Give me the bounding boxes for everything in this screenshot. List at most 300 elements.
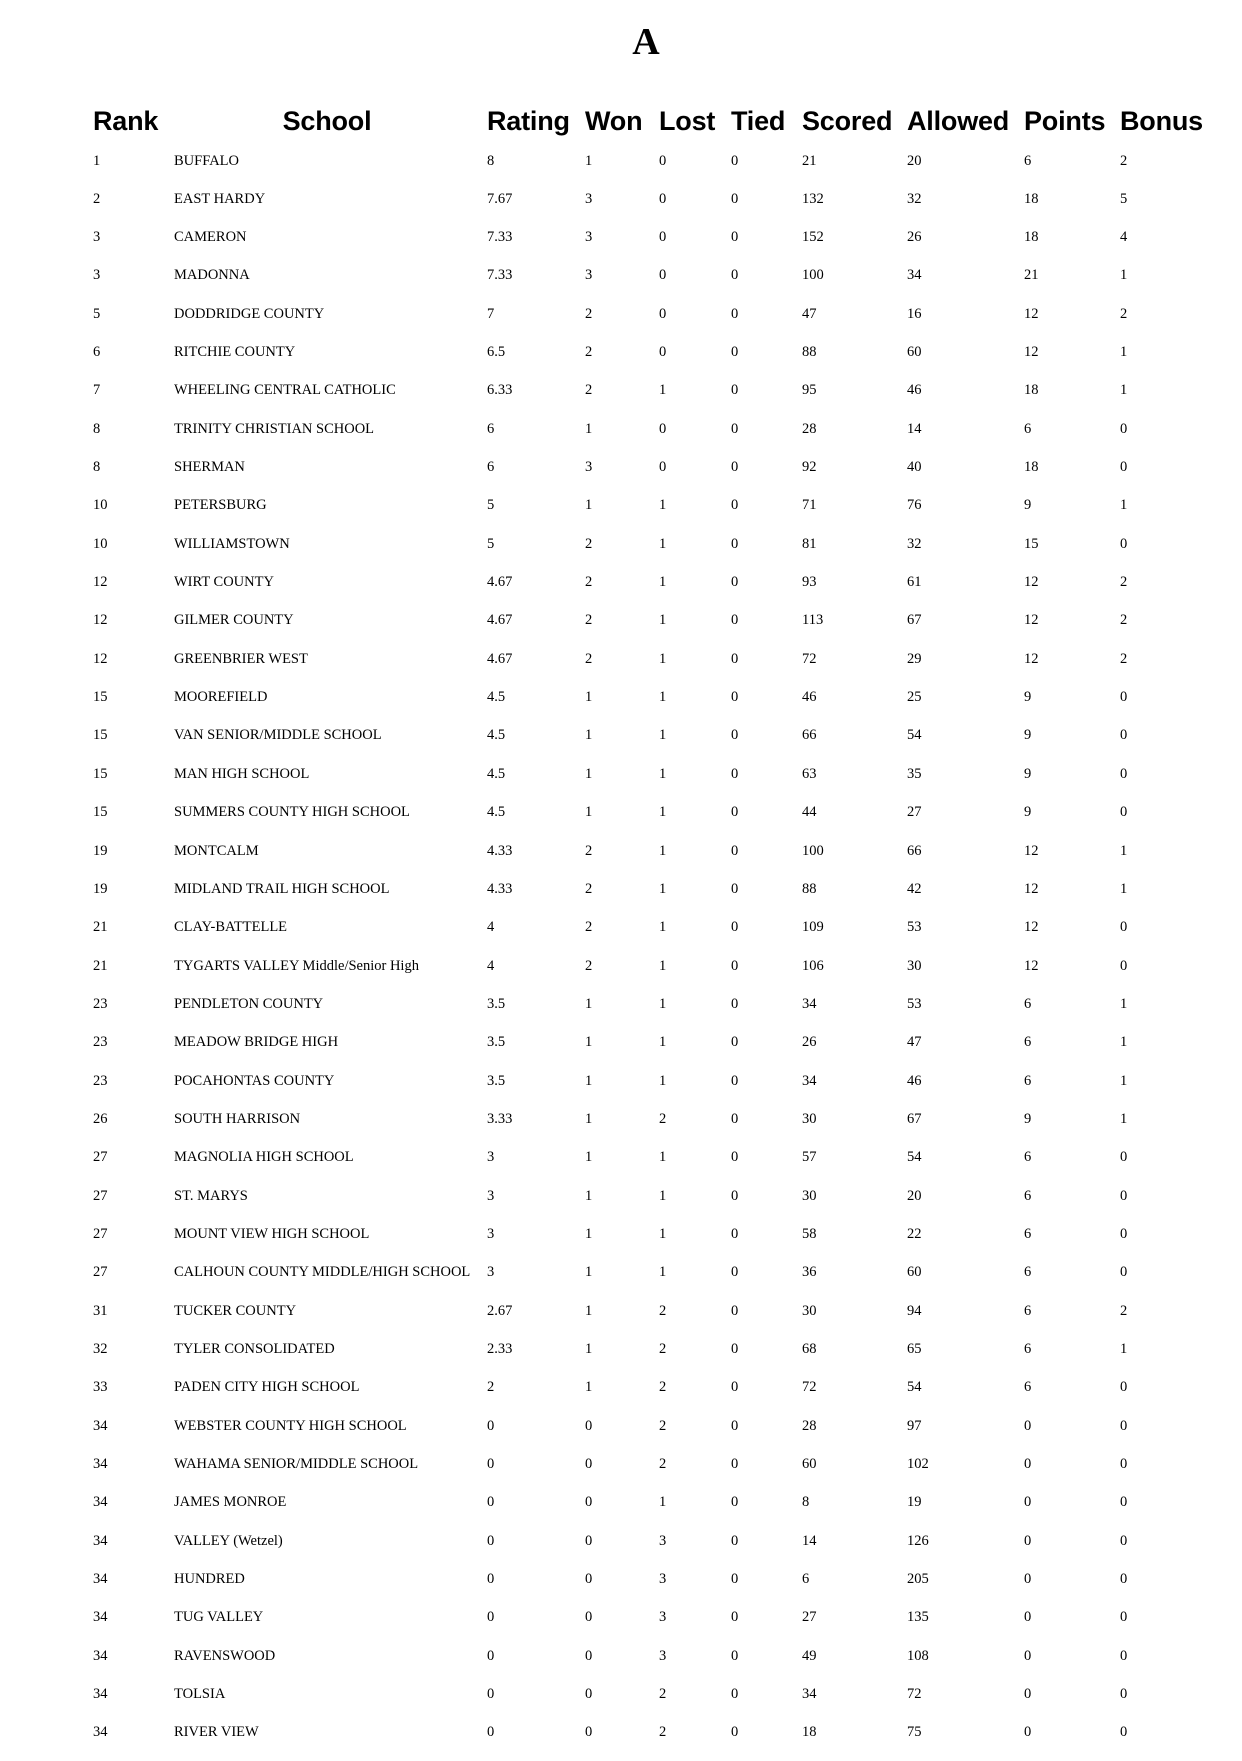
cell-allowed: 54 <box>907 727 922 744</box>
table-row <box>86 180 1203 218</box>
cell-points: 0 <box>1024 1609 1032 1626</box>
cell-allowed: 66 <box>907 842 922 859</box>
cell-allowed: 102 <box>907 1456 929 1473</box>
cell-rating: 3.5 <box>487 1034 506 1051</box>
cell-allowed: 46 <box>907 1072 922 1089</box>
cell-tied: 0 <box>731 1034 739 1051</box>
cell-points: 18 <box>1024 190 1039 207</box>
cell-school: VALLEY (Wetzel) <box>174 1532 283 1549</box>
cell-rating: 4.5 <box>487 689 506 706</box>
cell-rating: 4.67 <box>487 650 513 667</box>
table-body <box>86 142 1203 1752</box>
cell-rank: 34 <box>93 1609 108 1626</box>
table-row <box>86 257 1203 295</box>
cell-allowed: 67 <box>907 1110 922 1127</box>
cell-won: 1 <box>585 1149 593 1166</box>
cell-allowed: 42 <box>907 880 922 897</box>
cell-scored: 100 <box>802 267 824 284</box>
cell-scored: 88 <box>802 344 817 361</box>
cell-scored: 36 <box>802 1264 817 1281</box>
cell-rank: 34 <box>93 1686 108 1703</box>
cell-lost: 1 <box>659 1034 667 1051</box>
cell-tied: 0 <box>731 305 739 322</box>
cell-scored: 88 <box>802 880 817 897</box>
cell-rank: 21 <box>93 919 108 936</box>
cell-lost: 1 <box>659 612 667 629</box>
cell-lost: 1 <box>659 497 667 514</box>
column-header-rating: Rating <box>487 105 570 136</box>
cell-allowed: 61 <box>907 574 922 591</box>
cell-scored: 72 <box>802 650 817 667</box>
cell-school: MEADOW BRIDGE HIGH <box>174 1034 339 1051</box>
cell-points: 6 <box>1024 1149 1032 1166</box>
cell-tied: 0 <box>731 420 739 437</box>
standings-table <box>86 100 1203 1752</box>
cell-rating: 2.33 <box>487 1340 513 1357</box>
cell-won: 1 <box>585 1187 593 1204</box>
cell-bonus: 0 <box>1120 804 1128 821</box>
cell-school: EAST HARDY <box>174 190 266 207</box>
cell-lost: 2 <box>659 1340 667 1357</box>
cell-tied: 0 <box>731 1609 739 1626</box>
cell-allowed: 65 <box>907 1340 922 1357</box>
cell-tied: 0 <box>731 689 739 706</box>
cell-rank: 19 <box>93 842 108 859</box>
cell-bonus: 0 <box>1120 1609 1128 1626</box>
cell-lost: 1 <box>659 804 667 821</box>
cell-rating: 4.67 <box>487 612 513 629</box>
cell-scored: 58 <box>802 1225 817 1242</box>
table-row <box>86 525 1203 563</box>
cell-rating: 2.67 <box>487 1302 513 1319</box>
cell-tied: 0 <box>731 459 739 476</box>
cell-won: 2 <box>585 574 593 591</box>
cell-allowed: 53 <box>907 919 922 936</box>
table-row <box>86 909 1203 947</box>
cell-rank: 34 <box>93 1417 108 1434</box>
cell-won: 2 <box>585 612 593 629</box>
cell-bonus: 1 <box>1120 344 1128 361</box>
cell-rating: 0 <box>487 1571 495 1588</box>
cell-lost: 0 <box>659 459 667 476</box>
table-row <box>86 487 1203 525</box>
cell-bonus: 0 <box>1120 459 1128 476</box>
cell-lost: 1 <box>659 995 667 1012</box>
table-row <box>86 1254 1203 1292</box>
cell-won: 0 <box>585 1571 593 1588</box>
cell-won: 0 <box>585 1532 593 1549</box>
cell-allowed: 20 <box>907 152 922 169</box>
cell-points: 21 <box>1024 267 1039 284</box>
cell-points: 9 <box>1024 804 1032 821</box>
cell-rank: 15 <box>93 727 108 744</box>
cell-rating: 4 <box>487 919 495 936</box>
cell-rating: 6 <box>487 459 495 476</box>
cell-rank: 27 <box>93 1264 108 1281</box>
cell-allowed: 108 <box>907 1647 929 1664</box>
table-row <box>86 947 1203 985</box>
cell-won: 1 <box>585 727 593 744</box>
cell-tied: 0 <box>731 229 739 246</box>
cell-scored: 72 <box>802 1379 817 1396</box>
cell-bonus: 0 <box>1120 1225 1128 1242</box>
cell-points: 6 <box>1024 1187 1032 1204</box>
cell-allowed: 27 <box>907 804 922 821</box>
cell-rank: 8 <box>93 459 101 476</box>
cell-scored: 60 <box>802 1456 817 1473</box>
cell-scored: 8 <box>802 1494 810 1511</box>
cell-lost: 2 <box>659 1417 667 1434</box>
cell-won: 3 <box>585 267 593 284</box>
cell-scored: 113 <box>802 612 824 629</box>
cell-school: JAMES MONROE <box>174 1494 287 1511</box>
table-row <box>86 755 1203 793</box>
cell-bonus: 2 <box>1120 305 1128 322</box>
table-row <box>86 1215 1203 1253</box>
cell-scored: 34 <box>802 1686 817 1703</box>
cell-scored: 106 <box>802 957 824 974</box>
cell-scored: 49 <box>802 1647 817 1664</box>
cell-rank: 27 <box>93 1225 108 1242</box>
cell-points: 6 <box>1024 152 1032 169</box>
cell-lost: 1 <box>659 535 667 552</box>
cell-school: PETERSBURG <box>174 497 267 514</box>
cell-bonus: 1 <box>1120 1034 1128 1051</box>
table-row <box>86 832 1203 870</box>
cell-rank: 10 <box>93 497 108 514</box>
cell-rank: 3 <box>93 229 101 246</box>
table-row <box>86 1714 1203 1752</box>
cell-bonus: 4 <box>1120 229 1128 246</box>
table-row <box>86 1445 1203 1483</box>
cell-rating: 6 <box>487 420 495 437</box>
cell-bonus: 2 <box>1120 612 1128 629</box>
cell-school: WEBSTER COUNTY HIGH SCHOOL <box>174 1417 407 1434</box>
cell-school: TOLSIA <box>174 1686 226 1703</box>
cell-school: POCAHONTAS COUNTY <box>174 1072 335 1089</box>
cell-allowed: 126 <box>907 1532 929 1549</box>
cell-scored: 18 <box>802 1724 817 1741</box>
cell-tied: 0 <box>731 804 739 821</box>
cell-points: 0 <box>1024 1686 1032 1703</box>
table-row <box>86 1062 1203 1100</box>
cell-lost: 2 <box>659 1724 667 1741</box>
cell-school: WIRT COUNTY <box>174 574 274 591</box>
cell-school: GILMER COUNTY <box>174 612 294 629</box>
cell-won: 2 <box>585 344 593 361</box>
cell-allowed: 25 <box>907 689 922 706</box>
cell-lost: 1 <box>659 765 667 782</box>
cell-allowed: 54 <box>907 1379 922 1396</box>
table-row <box>86 295 1203 333</box>
cell-lost: 1 <box>659 842 667 859</box>
cell-allowed: 94 <box>907 1302 922 1319</box>
cell-tied: 0 <box>731 919 739 936</box>
cell-won: 0 <box>585 1417 593 1434</box>
cell-points: 15 <box>1024 535 1039 552</box>
table-row <box>86 142 1203 180</box>
cell-points: 6 <box>1024 1340 1032 1357</box>
cell-bonus: 5 <box>1120 190 1128 207</box>
cell-scored: 132 <box>802 190 824 207</box>
cell-bonus: 0 <box>1120 535 1128 552</box>
cell-won: 1 <box>585 1264 593 1281</box>
cell-lost: 0 <box>659 344 667 361</box>
table-row <box>86 1139 1203 1177</box>
cell-won: 2 <box>585 957 593 974</box>
cell-bonus: 0 <box>1120 1494 1128 1511</box>
cell-rank: 23 <box>93 1072 108 1089</box>
cell-scored: 30 <box>802 1187 817 1204</box>
cell-tied: 0 <box>731 1724 739 1741</box>
cell-won: 1 <box>585 1034 593 1051</box>
cell-allowed: 22 <box>907 1225 922 1242</box>
cell-rating: 8 <box>487 152 495 169</box>
cell-rating: 0 <box>487 1686 495 1703</box>
column-header-bonus: Bonus <box>1120 105 1203 136</box>
cell-points: 12 <box>1024 612 1039 629</box>
table-row <box>86 218 1203 256</box>
cell-school: WHEELING CENTRAL CATHOLIC <box>174 382 396 399</box>
cell-bonus: 1 <box>1120 1110 1128 1127</box>
cell-tied: 0 <box>731 382 739 399</box>
table-row <box>86 602 1203 640</box>
cell-bonus: 0 <box>1120 1379 1128 1396</box>
cell-school: TYLER CONSOLIDATED <box>174 1340 335 1357</box>
cell-scored: 95 <box>802 382 817 399</box>
table-row <box>86 1637 1203 1675</box>
cell-tied: 0 <box>731 1340 739 1357</box>
cell-points: 9 <box>1024 497 1032 514</box>
cell-lost: 1 <box>659 727 667 744</box>
cell-points: 6 <box>1024 1225 1032 1242</box>
cell-tied: 0 <box>731 267 739 284</box>
cell-tied: 0 <box>731 727 739 744</box>
table-row <box>86 410 1203 448</box>
cell-school: MOUNT VIEW HIGH SCHOOL <box>174 1225 370 1242</box>
cell-school: VAN SENIOR/MIDDLE SCHOOL <box>174 727 382 744</box>
cell-bonus: 1 <box>1120 497 1128 514</box>
cell-bonus: 0 <box>1120 1149 1128 1166</box>
column-header-allowed: Allowed <box>907 105 1010 136</box>
cell-bonus: 0 <box>1120 765 1128 782</box>
cell-lost: 1 <box>659 1072 667 1089</box>
cell-points: 12 <box>1024 574 1039 591</box>
cell-points: 9 <box>1024 689 1032 706</box>
cell-won: 0 <box>585 1724 593 1741</box>
cell-points: 12 <box>1024 880 1039 897</box>
cell-tied: 0 <box>731 497 739 514</box>
table-row <box>86 794 1203 832</box>
cell-points: 9 <box>1024 1110 1032 1127</box>
cell-rank: 33 <box>93 1379 108 1396</box>
cell-allowed: 53 <box>907 995 922 1012</box>
cell-tied: 0 <box>731 880 739 897</box>
cell-points: 6 <box>1024 1034 1032 1051</box>
cell-rank: 34 <box>93 1571 108 1588</box>
cell-school: CAMERON <box>174 229 247 246</box>
cell-bonus: 1 <box>1120 1072 1128 1089</box>
cell-points: 12 <box>1024 650 1039 667</box>
cell-scored: 63 <box>802 765 817 782</box>
cell-scored: 28 <box>802 420 817 437</box>
cell-school: MAN HIGH SCHOOL <box>174 765 310 782</box>
cell-won: 1 <box>585 1379 593 1396</box>
cell-scored: 30 <box>802 1110 817 1127</box>
cell-rank: 5 <box>93 305 101 322</box>
cell-rating: 0 <box>487 1532 495 1549</box>
cell-rating: 3 <box>487 1225 495 1242</box>
cell-rank: 21 <box>93 957 108 974</box>
table-row <box>86 1407 1203 1445</box>
table-row <box>86 1522 1203 1560</box>
cell-rating: 0 <box>487 1609 495 1626</box>
table-row <box>86 1599 1203 1637</box>
cell-allowed: 60 <box>907 1264 922 1281</box>
cell-tied: 0 <box>731 535 739 552</box>
cell-rating: 0 <box>487 1456 495 1473</box>
cell-rating: 4.33 <box>487 880 513 897</box>
cell-lost: 1 <box>659 650 667 667</box>
cell-points: 6 <box>1024 420 1032 437</box>
cell-scored: 34 <box>802 995 817 1012</box>
cell-lost: 1 <box>659 880 667 897</box>
table-row <box>86 985 1203 1023</box>
cell-allowed: 20 <box>907 1187 922 1204</box>
cell-bonus: 0 <box>1120 1647 1128 1664</box>
cell-points: 18 <box>1024 459 1039 476</box>
cell-rating: 4.33 <box>487 842 513 859</box>
table-row <box>86 717 1203 755</box>
cell-tied: 0 <box>731 1072 739 1089</box>
cell-bonus: 0 <box>1120 957 1128 974</box>
table-row <box>86 678 1203 716</box>
cell-rating: 4.67 <box>487 574 513 591</box>
cell-won: 1 <box>585 152 593 169</box>
cell-school: PENDLETON COUNTY <box>174 995 324 1012</box>
cell-school: CLAY-BATTELLE <box>174 919 288 936</box>
cell-scored: 46 <box>802 689 817 706</box>
cell-tied: 0 <box>731 190 739 207</box>
cell-lost: 0 <box>659 152 667 169</box>
cell-won: 1 <box>585 420 593 437</box>
cell-rank: 12 <box>93 574 108 591</box>
cell-tied: 0 <box>731 1532 739 1549</box>
cell-school: TUCKER COUNTY <box>174 1302 297 1319</box>
cell-scored: 30 <box>802 1302 817 1319</box>
cell-school: MIDLAND TRAIL HIGH SCHOOL <box>174 880 390 897</box>
column-header-school: School <box>282 105 372 136</box>
cell-tied: 0 <box>731 1379 739 1396</box>
cell-allowed: 14 <box>907 420 922 437</box>
cell-rank: 3 <box>93 267 101 284</box>
cell-lost: 2 <box>659 1686 667 1703</box>
cell-lost: 3 <box>659 1609 667 1626</box>
cell-scored: 6 <box>802 1571 810 1588</box>
cell-won: 3 <box>585 229 593 246</box>
cell-rating: 3 <box>487 1149 495 1166</box>
cell-won: 3 <box>585 459 593 476</box>
cell-points: 12 <box>1024 919 1039 936</box>
table-row <box>86 1100 1203 1138</box>
cell-tied: 0 <box>731 1187 739 1204</box>
cell-points: 12 <box>1024 344 1039 361</box>
table-row <box>86 1560 1203 1598</box>
cell-allowed: 97 <box>907 1417 922 1434</box>
cell-lost: 2 <box>659 1302 667 1319</box>
cell-lost: 3 <box>659 1647 667 1664</box>
cell-rank: 8 <box>93 420 101 437</box>
cell-won: 0 <box>585 1456 593 1473</box>
cell-scored: 68 <box>802 1340 817 1357</box>
cell-scored: 57 <box>802 1149 817 1166</box>
table-header-row <box>86 100 1203 142</box>
cell-bonus: 0 <box>1120 1571 1128 1588</box>
cell-bonus: 1 <box>1120 995 1128 1012</box>
cell-allowed: 72 <box>907 1686 922 1703</box>
cell-school: CALHOUN COUNTY MIDDLE/HIGH SCHOOL <box>174 1264 471 1281</box>
cell-allowed: 47 <box>907 1034 922 1051</box>
cell-rating: 6.33 <box>487 382 513 399</box>
cell-lost: 1 <box>659 957 667 974</box>
cell-rating: 7.33 <box>487 229 513 246</box>
cell-rating: 4.5 <box>487 804 506 821</box>
cell-scored: 109 <box>802 919 824 936</box>
table-row <box>86 372 1203 410</box>
cell-bonus: 0 <box>1120 1187 1128 1204</box>
cell-won: 1 <box>585 1340 593 1357</box>
cell-allowed: 60 <box>907 344 922 361</box>
cell-allowed: 32 <box>907 190 922 207</box>
cell-scored: 100 <box>802 842 824 859</box>
cell-scored: 92 <box>802 459 817 476</box>
table-row <box>86 448 1203 486</box>
cell-points: 6 <box>1024 1264 1032 1281</box>
cell-lost: 1 <box>659 689 667 706</box>
cell-allowed: 32 <box>907 535 922 552</box>
cell-won: 0 <box>585 1494 593 1511</box>
cell-tied: 0 <box>731 1647 739 1664</box>
column-header-scored: Scored <box>802 105 893 136</box>
cell-lost: 1 <box>659 1264 667 1281</box>
cell-school: WILLIAMSTOWN <box>174 535 290 552</box>
cell-rank: 23 <box>93 995 108 1012</box>
cell-bonus: 0 <box>1120 1456 1128 1473</box>
cell-rating: 7.67 <box>487 190 513 207</box>
cell-lost: 1 <box>659 1149 667 1166</box>
cell-school: MOOREFIELD <box>174 689 268 706</box>
cell-lost: 1 <box>659 574 667 591</box>
cell-rank: 12 <box>93 650 108 667</box>
cell-points: 6 <box>1024 1072 1032 1089</box>
cell-won: 2 <box>585 880 593 897</box>
table-row <box>86 1177 1203 1215</box>
cell-scored: 152 <box>802 229 824 246</box>
cell-rank: 34 <box>93 1724 108 1741</box>
cell-tied: 0 <box>731 1417 739 1434</box>
cell-rating: 3.5 <box>487 995 506 1012</box>
cell-rank: 23 <box>93 1034 108 1051</box>
column-header-rank: Rank <box>93 105 159 136</box>
cell-rating: 4.5 <box>487 727 506 744</box>
table-row <box>86 1484 1203 1522</box>
table-row <box>86 870 1203 908</box>
cell-school: TUG VALLEY <box>174 1609 264 1626</box>
cell-allowed: 19 <box>907 1494 922 1511</box>
cell-school: WAHAMA SENIOR/MIDDLE SCHOOL <box>174 1456 419 1473</box>
cell-rating: 5 <box>487 497 495 514</box>
cell-lost: 2 <box>659 1110 667 1127</box>
